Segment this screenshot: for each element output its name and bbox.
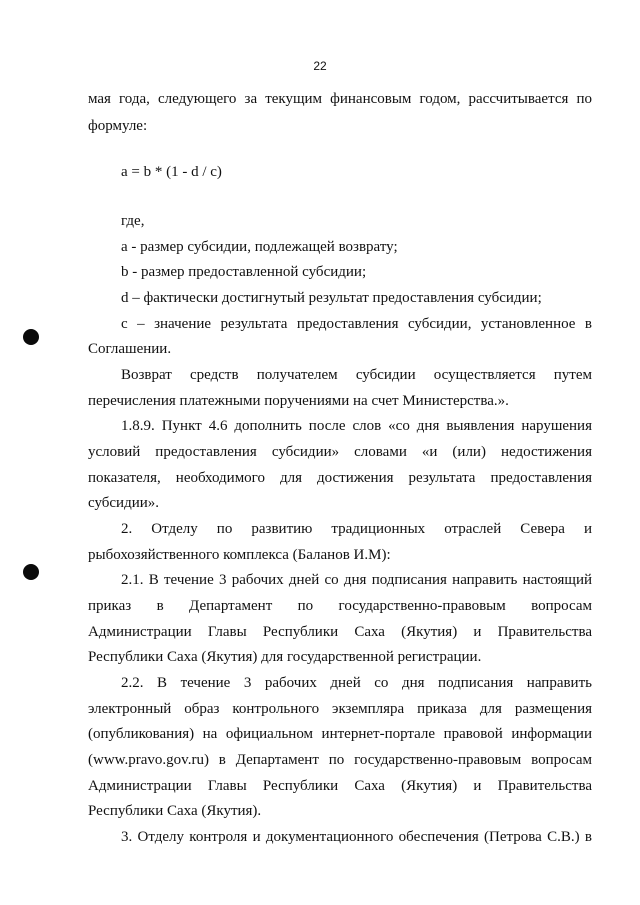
text-line: электронный образ контрольного экземпляра приказа для размещения	[88, 701, 592, 717]
text-line: 3. Отделу контроля и документационного обеспечения (Петрова С.В.) в	[121, 829, 592, 845]
text-line: 2. Отделу по развитию традиционных отраслей Севера и	[121, 521, 592, 537]
text-line: 1.8.9. Пункт 4.6 дополнить после слов «со дня выявления нарушения	[121, 418, 592, 434]
text-line: d – фактически достигнутый результат предоставления субсидии;	[121, 290, 542, 306]
text-line: субсидии».	[88, 495, 160, 511]
text-line: (www.pravo.gov.ru) в Департамент по государственно-правовым вопросам	[88, 752, 592, 768]
text-line: где,	[121, 213, 145, 229]
text-line: c – значение результата предоставления субсидии, установленное в	[121, 316, 592, 332]
text-line: перечисления платежными поручениями на счет Министерства.».	[88, 393, 509, 409]
text-line: Администрации Главы Республики Саха (Якутия) и Правительства	[88, 778, 592, 794]
formula: a = b * (1 - d / c)	[121, 164, 222, 180]
text-line: (опубликования) на официальном интернет-портале правовой информации	[88, 726, 592, 742]
punch-hole-icon	[23, 564, 39, 580]
text-line: показателя, необходимого для достижения результата предоставления	[88, 470, 592, 486]
text-line: b - размер предоставленной субсидии;	[121, 264, 367, 280]
text-line: Республики Саха (Якутия) для государственной регистрации.	[88, 649, 482, 665]
text-line: формуле:	[88, 118, 148, 134]
punch-hole-icon	[23, 329, 39, 345]
text-line: Администрации Главы Республики Саха (Якутия) и Правительства	[88, 624, 592, 640]
text-line: Возврат средств получателем субсидии осуществляется путем	[121, 367, 592, 383]
text-line: 2.2. В течение 3 рабочих дней со дня подписания направить	[121, 675, 592, 691]
text-line: рыбохозяйственного комплекса (Баланов И.М):	[88, 547, 391, 563]
page-number: 22	[313, 59, 327, 73]
text-line: 2.1. В течение 3 рабочих дней со дня подписания направить настоящий	[121, 572, 592, 588]
text-line: Республики Саха (Якутия).	[88, 803, 262, 819]
text-line: приказ в Департамент по государственно-правовым вопросам	[88, 598, 592, 614]
text-line: Соглашении.	[88, 341, 172, 357]
text-line: мая года, следующего за текущим финансовым годом, рассчитывается по	[88, 91, 592, 107]
text-line: условий предоставления субсидии» словами «и (или) недостижения	[88, 444, 592, 460]
text-line: a - размер субсидии, подлежащей возврату;	[121, 239, 398, 255]
